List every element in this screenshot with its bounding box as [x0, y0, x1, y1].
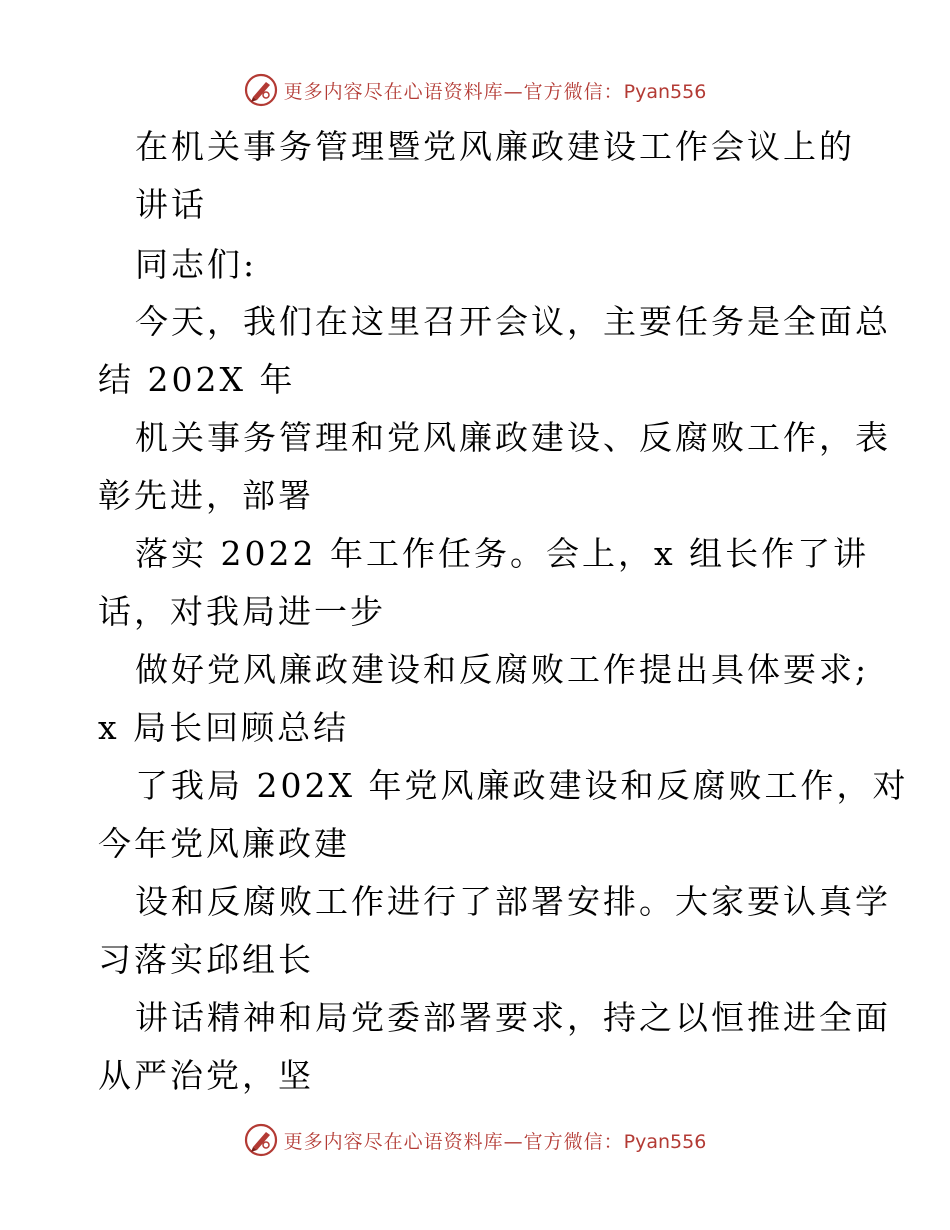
- paragraph-line: 话，对我局进一步: [98, 592, 386, 631]
- header-banner: [0, 70, 950, 110]
- salutation: 同志们:: [135, 245, 258, 284]
- title-line-2: 讲话: [135, 185, 207, 224]
- paragraph-line: 今年党风廉政建: [98, 824, 350, 863]
- paragraph-line: 讲话精神和局党委部署要求，持之以恒推进全面: [135, 998, 891, 1037]
- title-line-1: 在机关事务管理暨党风廉政建设工作会议上的: [135, 127, 855, 166]
- paragraph-line: 习落实邱组长: [98, 940, 314, 979]
- banner-handle: Pyan556: [623, 80, 707, 103]
- pen-logo-icon: [244, 1123, 278, 1157]
- banner-text: 更多内容尽在心语资料库—官方微信：Pyan556: [283, 80, 707, 103]
- paragraph-line: 落实 2022 年工作任务。会上，x 组长作了讲: [135, 534, 870, 573]
- banner-text: 更多内容尽在心语资料库—官方微信：Pyan556: [283, 1130, 707, 1153]
- paragraph-line: 从严治党，坚: [98, 1056, 314, 1095]
- footer-banner: [0, 1120, 950, 1160]
- paragraph-line: 彰先进，部署: [98, 476, 314, 515]
- banner-handle: Pyan556: [623, 1130, 707, 1153]
- paragraph-line: 设和反腐败工作进行了部署安排。大家要认真学: [135, 882, 891, 921]
- paragraph-line: 结 202X 年: [98, 360, 296, 399]
- paragraph-line: 了我局 202X 年党风廉政建设和反腐败工作，对: [135, 766, 909, 805]
- pen-logo-icon: [244, 73, 278, 107]
- paragraph-line: 机关事务管理和党风廉政建设、反腐败工作，表: [135, 418, 891, 457]
- paragraph-line: 今天，我们在这里召开会议，主要任务是全面总: [135, 302, 891, 341]
- paragraph-line: 做好党风廉政建设和反腐败工作提出具体要求;: [135, 650, 870, 689]
- paragraph-line: x 局长回顾总结: [98, 708, 350, 747]
